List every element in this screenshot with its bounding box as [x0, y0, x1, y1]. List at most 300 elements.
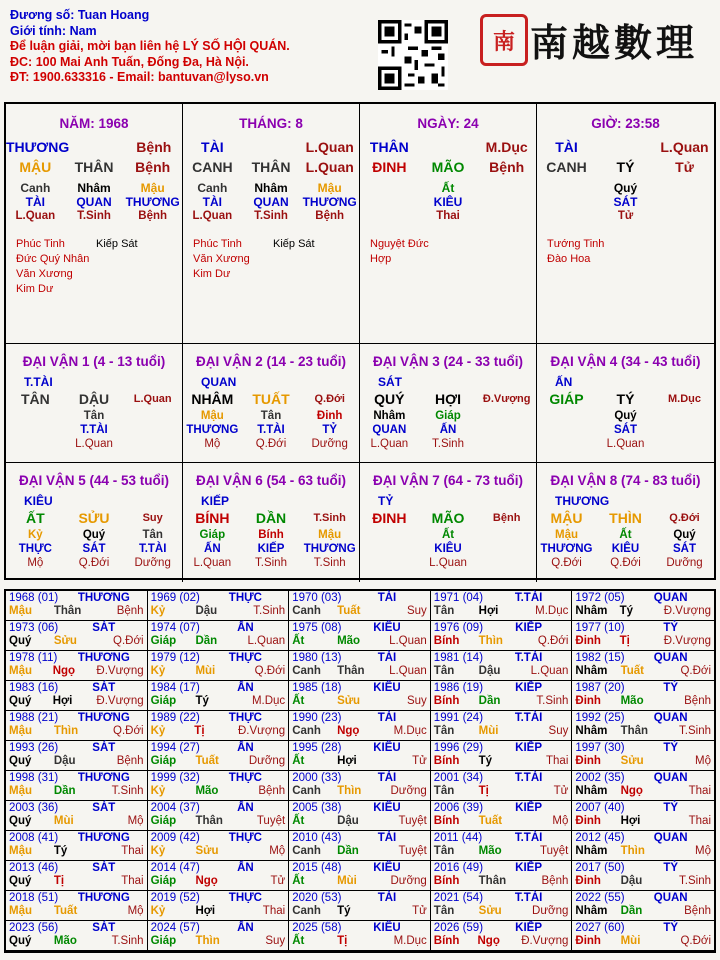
dv-hidden: Quý — [673, 529, 696, 541]
year-bottom — [292, 695, 427, 708]
year-ten-god: KIÊU — [373, 682, 401, 694]
year-bottom — [575, 785, 711, 798]
pillar-value: TÀI — [202, 195, 222, 209]
year-top — [292, 652, 427, 665]
year-ten-god: ẤN — [237, 862, 254, 874]
pillar-row — [6, 157, 182, 177]
year-bottom — [9, 875, 144, 888]
year-status: Tuyệt — [540, 845, 569, 857]
year-ten-god: KIẾP — [515, 742, 543, 754]
year-can: Ất — [292, 875, 305, 887]
year-ten-god: KIÊU — [373, 922, 401, 934]
pillar-value: KIÊU — [433, 195, 463, 209]
year-cell — [148, 741, 290, 771]
year-chi: Mão — [53, 935, 77, 947]
year-top — [9, 592, 144, 605]
year-chi: Dậu — [53, 755, 76, 767]
year-status: Đ.Vượng — [663, 605, 711, 617]
year-top — [292, 802, 427, 815]
year-cell — [148, 771, 290, 801]
year-top — [151, 772, 286, 785]
year-label: 1984 (17) — [150, 682, 200, 694]
year-status: Suy — [265, 935, 286, 947]
dv-hidden-row — [6, 437, 182, 451]
pillar-row — [183, 137, 359, 157]
dv-hidden: Mộ — [204, 438, 221, 450]
dv-hidden: T.Sinh — [313, 557, 346, 569]
year-status: Thai — [262, 905, 286, 917]
year-cell — [6, 801, 148, 831]
pillar-value: THÂN — [251, 159, 291, 175]
year-ten-god: THỰC — [228, 772, 262, 784]
dv-hidden — [360, 528, 419, 542]
star-item: Kim Dư — [16, 283, 54, 295]
pillar-title: THÁNG: 8 — [239, 116, 303, 131]
year-label: 2014 (47) — [150, 862, 200, 874]
dv-hidden: T.TÀI — [138, 543, 167, 555]
year-bottom — [9, 935, 144, 948]
dv-hidden-row — [537, 556, 714, 570]
year-cell — [572, 591, 714, 621]
star-item: Kiếp Sát — [273, 238, 315, 250]
dv-ten-god: T.TÀI — [24, 375, 53, 389]
year-can: Mậu — [9, 725, 32, 737]
pillar-value — [360, 181, 419, 195]
dv-hidden: Đinh — [316, 410, 343, 422]
year-label: 1972 (05) — [575, 592, 625, 604]
year-chi: Dần — [53, 785, 76, 797]
dv-top-row — [183, 375, 359, 389]
year-chi: Mão — [337, 635, 361, 647]
year-chi: Tuất — [53, 905, 78, 917]
pillar-value — [419, 137, 478, 157]
dv-hidden-row — [360, 409, 536, 423]
dv-status: Suy — [142, 512, 163, 524]
pillar-value: MẬU — [19, 159, 52, 175]
year-status: L.Quan — [389, 635, 427, 647]
dv-hidden: Giáp — [199, 529, 226, 541]
year-top — [575, 622, 711, 635]
year-status: Q.Đới — [113, 725, 144, 737]
year-can: Mậu — [9, 605, 32, 617]
dv-pillar-row — [360, 389, 536, 409]
year-chi: Tuất — [620, 665, 645, 677]
dv-hidden-row — [6, 556, 182, 570]
year-ten-god: QUAN — [653, 712, 688, 724]
year-ten-god: ẤN — [237, 802, 254, 814]
year-ten-god: SÁT — [92, 922, 116, 934]
year-label: 2021 (54) — [433, 892, 484, 904]
pillar-value — [477, 195, 536, 209]
year-top — [9, 892, 144, 905]
year-ten-god: TỶ — [663, 862, 679, 874]
year-cell — [572, 711, 714, 741]
year-top — [9, 652, 144, 665]
year-can: Bính — [433, 695, 460, 707]
dv-chi: THÌN — [609, 510, 642, 526]
year-top — [292, 712, 427, 725]
year-ten-god: ẤN — [237, 622, 254, 634]
year-can: Quý — [9, 935, 32, 947]
year-cell — [289, 681, 431, 711]
year-status: Tử — [553, 785, 569, 797]
dv-pillar-row — [537, 508, 714, 528]
year-label: 1976 (09) — [433, 622, 484, 634]
year-cell — [431, 861, 573, 891]
year-status: Bệnh — [684, 905, 711, 917]
year-label: 1975 (08) — [292, 622, 342, 634]
year-label: 2004 (37) — [150, 802, 200, 814]
year-label: 1996 (29) — [433, 742, 484, 754]
dv-hidden-row — [360, 528, 536, 542]
pillar-title: GIỜ: 23:58 — [591, 116, 660, 131]
year-top — [151, 652, 286, 665]
dv-hidden: Ất — [619, 529, 632, 541]
stars-list — [16, 237, 182, 297]
year-ten-god: KIẾP — [515, 802, 543, 814]
year-label: 1995 (28) — [292, 742, 342, 754]
year-chi: Thân — [620, 725, 649, 737]
year-can: Bính — [433, 815, 460, 827]
year-cell — [289, 921, 431, 951]
year-cell — [6, 831, 148, 861]
dv-hidden — [477, 556, 536, 570]
year-cell — [572, 621, 714, 651]
year-bottom — [151, 635, 286, 648]
year-label: 2012 (45) — [575, 832, 625, 844]
year-can: Ất — [292, 935, 305, 947]
year-status: Đ.Vượng — [96, 695, 144, 707]
year-ten-god: SÁT — [92, 682, 116, 694]
year-cell — [572, 741, 714, 771]
pillar-value: Bệnh — [138, 210, 168, 222]
year-cell — [148, 861, 290, 891]
year-bottom — [292, 785, 427, 798]
year-status: Tuyệt — [256, 815, 286, 827]
year-top — [151, 742, 286, 755]
phone-email: ĐT: 1900.633316 - Email: bantuvan@lyso.vn — [10, 70, 269, 84]
year-can: Canh — [292, 665, 321, 677]
year-status: Thai — [688, 785, 711, 797]
year-cell — [289, 741, 431, 771]
dv-hidden: SÁT — [614, 424, 637, 436]
pillar-value: Bệnh — [315, 210, 345, 222]
dv-hidden — [537, 409, 596, 423]
year-status: Tử — [412, 755, 427, 767]
pillar-value: Canh — [20, 181, 51, 195]
pillar-value — [537, 195, 596, 209]
year-cell — [6, 711, 148, 741]
year-label: 1969 (02) — [150, 592, 200, 604]
year-ten-god: SÁT — [92, 622, 116, 634]
pillar-row — [360, 181, 536, 195]
dv-can: ĐINH — [372, 510, 407, 526]
year-chi: Tị — [53, 875, 65, 887]
year-chi: Sửu — [195, 845, 219, 857]
annual-luck-table — [4, 589, 716, 953]
year-ten-god: THƯƠNG — [77, 592, 130, 604]
year-ten-god: THỰC — [228, 832, 262, 844]
year-can: Canh — [292, 905, 321, 917]
year-top — [434, 592, 569, 605]
year-top — [151, 922, 286, 935]
year-cell — [431, 651, 573, 681]
dv-hidden-row — [360, 437, 536, 451]
year-cell — [148, 591, 290, 621]
pillar-value: Bệnh — [489, 159, 525, 175]
year-status: Đ.Vượng — [521, 935, 569, 947]
year-chi: Dậu — [620, 875, 643, 887]
year-top — [434, 922, 569, 935]
year-can: Mậu — [9, 785, 32, 797]
star-item — [627, 252, 707, 267]
dai-van-title: ĐẠI VẬN 3 (24 - 33 tuổi) — [372, 354, 524, 369]
dv-hidden: SÁT — [673, 543, 696, 555]
year-ten-god: KIẾP — [515, 682, 543, 694]
year-ten-god: TÀI — [377, 832, 397, 844]
pillar-value: Mậu — [317, 181, 342, 195]
dv-hidden — [6, 409, 65, 423]
owner-name: Đương số: Tuan Hoang — [10, 8, 150, 22]
year-label: 1999 (32) — [150, 772, 200, 784]
pillar-row — [360, 195, 536, 209]
year-top — [9, 622, 144, 635]
dai-van-cell-8 — [537, 463, 714, 582]
year-bottom — [151, 905, 286, 918]
year-can: Bính — [433, 755, 460, 767]
dv-hidden: KIẾP — [257, 543, 285, 555]
year-cell — [148, 831, 290, 861]
year-cell — [148, 711, 290, 741]
dv-status: Q.Đới — [314, 393, 345, 405]
year-can: Quý — [9, 755, 32, 767]
year-label: 2016 (49) — [433, 862, 484, 874]
star-item — [96, 252, 176, 267]
year-label: 2009 (42) — [150, 832, 200, 844]
year-chi: Ngọ — [52, 665, 76, 677]
year-cell — [431, 621, 573, 651]
dai-van-cell-5 — [6, 463, 183, 582]
year-label: 1983 (16) — [9, 682, 59, 694]
year-bottom — [434, 875, 569, 888]
star-item — [96, 282, 176, 297]
dv-hidden: Quý — [82, 529, 106, 541]
pillar-value: THÂN — [74, 159, 114, 175]
year-top — [151, 862, 286, 875]
year-cell — [431, 831, 573, 861]
dai-van-title: ĐẠI VẬN 4 (34 - 43 tuổi) — [550, 354, 701, 369]
contact-note: Để luận giải, mời bạn liên hệ LÝ SỐ HỘI QUÁN. — [10, 39, 290, 53]
year-cell — [572, 891, 714, 921]
year-chi: Dần — [195, 635, 218, 647]
year-chi: Mùi — [195, 665, 216, 677]
dv-hidden-row — [360, 556, 536, 570]
year-chi: Thìn — [195, 935, 220, 947]
year-cell — [6, 591, 148, 621]
dv-ten-god: THƯƠNG — [555, 494, 610, 508]
year-ten-god: THƯƠNG — [77, 832, 130, 844]
year-chi: Thân — [53, 605, 82, 617]
pillar-value — [360, 209, 419, 223]
dv-hidden: Dưỡng — [311, 438, 348, 450]
dv-status: M.Dục — [668, 393, 701, 405]
year-top — [151, 802, 286, 815]
year-ten-god: TỶ — [663, 742, 679, 754]
year-can: Giáp — [150, 875, 177, 887]
year-status: Q.Đới — [254, 665, 286, 677]
dv-pillar-row — [537, 389, 714, 409]
year-label: 1987 (20) — [575, 682, 625, 694]
year-can: Giáp — [150, 815, 177, 827]
year-can: Canh — [292, 785, 321, 797]
year-can: Mậu — [9, 905, 32, 917]
dv-chi: TÝ — [616, 391, 635, 407]
pillar-value: TÝ — [616, 159, 635, 175]
dv-hidden: Tân — [83, 410, 105, 422]
year-label: 1998 (31) — [9, 772, 59, 784]
pillar-value — [360, 195, 419, 209]
year-cell — [148, 801, 290, 831]
pillar-value — [655, 209, 714, 223]
pillar-row — [537, 209, 714, 223]
dv-pillar-row — [360, 508, 536, 528]
year-can: Tân — [433, 905, 455, 917]
year-label: 1971 (04) — [433, 592, 484, 604]
dv-hidden — [360, 556, 419, 570]
year-bottom — [151, 935, 286, 948]
year-ten-god: THƯƠNG — [77, 892, 130, 904]
year-bottom — [151, 875, 286, 888]
dv-hidden: Mộ — [27, 557, 44, 569]
year-status: Mộ — [269, 845, 286, 857]
year-cell — [6, 621, 148, 651]
pillar-value: Quý — [613, 181, 638, 195]
year-cell — [148, 621, 290, 651]
year-status: Đ.Vượng — [96, 665, 144, 677]
dv-hidden-row — [537, 423, 714, 437]
year-ten-god: THƯƠNG — [77, 712, 130, 724]
year-label: 1974 (07) — [150, 622, 200, 634]
pillar-value: THÂN — [369, 139, 409, 155]
pillar-value: TÀI — [25, 195, 45, 209]
dv-status: Đ.Vượng — [482, 393, 531, 405]
pillar-row — [183, 181, 359, 195]
year-status: Q.Đới — [113, 635, 144, 647]
pillar-value: Canh — [197, 181, 228, 195]
year-chi: Dậu — [195, 605, 218, 617]
dv-hidden — [655, 423, 714, 437]
year-status: L.Quan — [247, 635, 286, 647]
year-chi: Ngọ — [477, 935, 500, 947]
year-can: Nhâm — [575, 605, 608, 617]
year-top — [434, 832, 569, 845]
pillar-value — [655, 195, 714, 209]
dv-hidden-row — [537, 409, 714, 423]
year-can: Nhâm — [575, 905, 608, 917]
year-ten-god: QUAN — [653, 652, 688, 664]
dv-hidden: Bính — [258, 529, 284, 541]
dai-van-cell-3 — [360, 344, 537, 463]
star-item: Tướng Tinh — [547, 238, 605, 250]
year-can: Canh — [292, 845, 321, 857]
year-cell — [431, 801, 573, 831]
year-top — [575, 712, 711, 725]
year-bottom — [292, 815, 427, 828]
star-item — [450, 237, 530, 267]
year-ten-god: T.TÀI — [514, 832, 543, 844]
pillar-row — [360, 157, 536, 177]
year-top — [575, 862, 711, 875]
pillar-value: Bệnh — [135, 159, 171, 175]
pillar-value: QUAN — [76, 195, 112, 209]
year-bottom — [9, 605, 144, 618]
year-cell — [6, 861, 148, 891]
brand-logo: 南越數理 — [530, 20, 699, 65]
year-can: Ất — [292, 815, 305, 827]
star-item — [96, 267, 176, 282]
year-ten-god: SÁT — [92, 802, 116, 814]
year-bottom — [434, 665, 569, 678]
year-bottom — [575, 935, 711, 948]
year-bottom — [434, 755, 569, 768]
year-bottom — [151, 845, 286, 858]
dai-van-title: ĐẠI VẬN 7 (64 - 73 tuổi) — [372, 473, 524, 488]
year-can: Tân — [433, 845, 455, 857]
year-bottom — [9, 755, 144, 768]
year-bottom — [575, 845, 711, 858]
dai-van-title: ĐẠI VẬN 2 (14 - 23 tuổi) — [195, 354, 347, 369]
year-cell — [6, 651, 148, 681]
year-label: 2001 (34) — [433, 772, 484, 784]
year-ten-god: KIẾP — [515, 622, 543, 634]
year-top — [292, 892, 427, 905]
star-item: Văn Xương — [16, 268, 73, 280]
dai-van-cell-2 — [183, 344, 360, 463]
dv-hidden: Nhâm — [373, 410, 406, 422]
year-ten-god: KIÊU — [373, 802, 401, 814]
dv-hidden: Dưỡng — [666, 557, 703, 569]
dv-hidden: Mậu — [318, 529, 342, 541]
year-label: 2007 (40) — [575, 802, 625, 814]
dv-ten-god: QUAN — [201, 375, 237, 389]
year-can: Đinh — [575, 875, 601, 887]
year-ten-god: KIÊU — [373, 622, 401, 634]
year-ten-god: THƯƠNG — [77, 772, 130, 784]
year-status: M.Dục — [251, 695, 286, 707]
pillar-cell-2 — [360, 104, 537, 344]
year-chi: Hợi — [195, 905, 216, 917]
pillar-value: Nhâm — [254, 181, 288, 195]
dv-hidden: TỶ — [322, 424, 338, 436]
year-chi: Dần — [478, 695, 501, 707]
year-ten-god: TỶ — [663, 922, 679, 934]
year-top — [575, 892, 711, 905]
year-cell — [289, 621, 431, 651]
year-ten-god: TỶ — [663, 682, 679, 694]
dv-hidden: SÁT — [82, 543, 106, 555]
dv-hidden — [477, 423, 536, 437]
dv-hidden: THƯƠNG — [303, 543, 356, 555]
dai-van-cell-7 — [360, 463, 537, 582]
year-can: Kỷ — [150, 905, 166, 917]
pillar-row — [183, 157, 359, 177]
dv-hidden: Dưỡng — [134, 557, 171, 569]
year-chi: Tý — [478, 755, 493, 767]
year-cell — [6, 741, 148, 771]
year-bottom — [292, 605, 427, 618]
year-chi: Dần — [620, 905, 643, 917]
year-label: 2018 (51) — [9, 892, 59, 904]
